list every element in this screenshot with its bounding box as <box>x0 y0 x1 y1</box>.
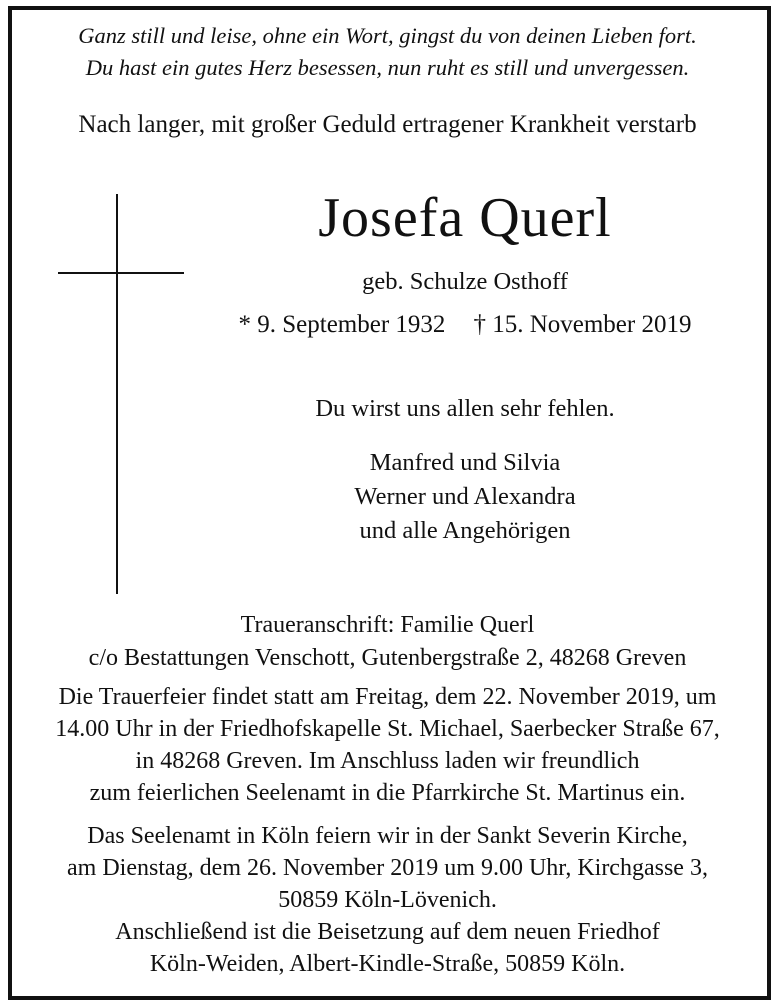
deceased-name: Josefa Querl <box>318 187 612 249</box>
death-date: † 15. November 2019 <box>473 311 692 338</box>
mass-text-line: Das Seelenamt in Köln feiern wir in der Sankt Severin Kirche, <box>87 823 688 849</box>
address-line-1: Traueranschrift: Familie Querl <box>240 612 535 638</box>
mass-text-line: 50859 Köln-Lövenich. <box>278 887 497 913</box>
cross-icon-vertical-bar <box>116 194 118 594</box>
mourner-line: Manfred und Silvia <box>369 449 561 476</box>
mass-text-line: am Dienstag, dem 26. November 2019 um 9.00 Uhr, Kirchgasse 3, <box>67 855 708 881</box>
farewell-text: Du wirst uns allen sehr fehlen. <box>315 395 615 422</box>
cross-icon-horizontal-bar <box>58 272 184 274</box>
funeral-text-line: Die Trauerfeier findet statt am Freitag, dem 22. November 2019, um <box>58 684 717 710</box>
address-line-2: c/o Bestattungen Venschott, Gutenbergstraße 2, 48268 Greven <box>88 645 687 671</box>
intro-text: Nach langer, mit großer Geduld ertragener Krankheit verstarb <box>78 111 697 138</box>
birth-date: * 9. September 1932 <box>238 311 446 338</box>
mass-text-line: Anschließend ist die Beisetzung auf dem neuen Friedhof <box>115 919 660 945</box>
life-dates <box>215 311 715 339</box>
mourner-line: Werner und Alexandra <box>354 483 576 510</box>
mourner-line: und alle Angehörigen <box>359 517 571 544</box>
funeral-text-line: in 48268 Greven. Im Anschluss laden wir freundlich <box>135 748 640 774</box>
motto-line-1: Ganz still und leise, ohne ein Wort, gingst du von deinen Lieben fort. <box>78 23 697 48</box>
mass-text-line: Köln-Weiden, Albert-Kindle-Straße, 50859 Köln. <box>149 951 626 977</box>
birth-name: geb. Schulze Osthoff <box>362 268 568 295</box>
funeral-text-line: 14.00 Uhr in der Friedhofskapelle St. Michael, Saerbecker Straße 67, <box>55 716 720 742</box>
funeral-text-line: zum feierlichen Seelenamt in die Pfarrkirche St. Martinus ein. <box>89 780 686 806</box>
motto-line-2: Du hast ein gutes Herz besessen, nun ruht es still und unvergessen. <box>85 55 690 80</box>
